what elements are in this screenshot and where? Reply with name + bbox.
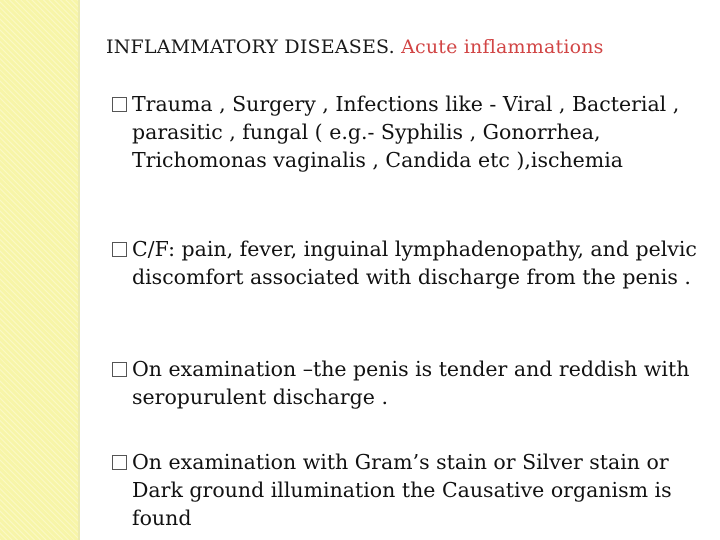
side-band-divider xyxy=(78,0,80,540)
bullet-box-icon xyxy=(112,97,127,112)
bullet-item xyxy=(112,448,702,532)
bullet-text: C/F: pain, fever, inguinal lymphadenopathy, and pelvic discomfort associated with discharge from the penis . xyxy=(132,237,697,289)
title-main: INFLAMMATORY DISEASES. xyxy=(106,36,395,58)
bullet-text: On examination with Gram’s stain or Silver stain or Dark ground illumination the Causative organism is found xyxy=(132,450,672,530)
bullet-item xyxy=(112,235,702,291)
decorative-side-band xyxy=(0,0,78,540)
bullet-item xyxy=(112,355,702,411)
bullet-box-icon xyxy=(112,242,127,257)
bullet-box-icon xyxy=(112,362,127,377)
title-accent: Acute inflammations xyxy=(401,36,604,58)
slide-title xyxy=(106,36,706,58)
bullet-box-icon xyxy=(112,455,127,470)
bullet-text: Trauma , Surgery , Infections like - Viral , Bacterial , parasitic , fungal ( e.g.- Syphilis , Gonorrhea, Trichomonas vaginalis , Candida etc ),ischemia xyxy=(132,92,680,172)
bullet-item xyxy=(112,90,702,174)
bullet-text: On examination –the penis is tender and reddish with seropurulent discharge . xyxy=(132,357,690,409)
